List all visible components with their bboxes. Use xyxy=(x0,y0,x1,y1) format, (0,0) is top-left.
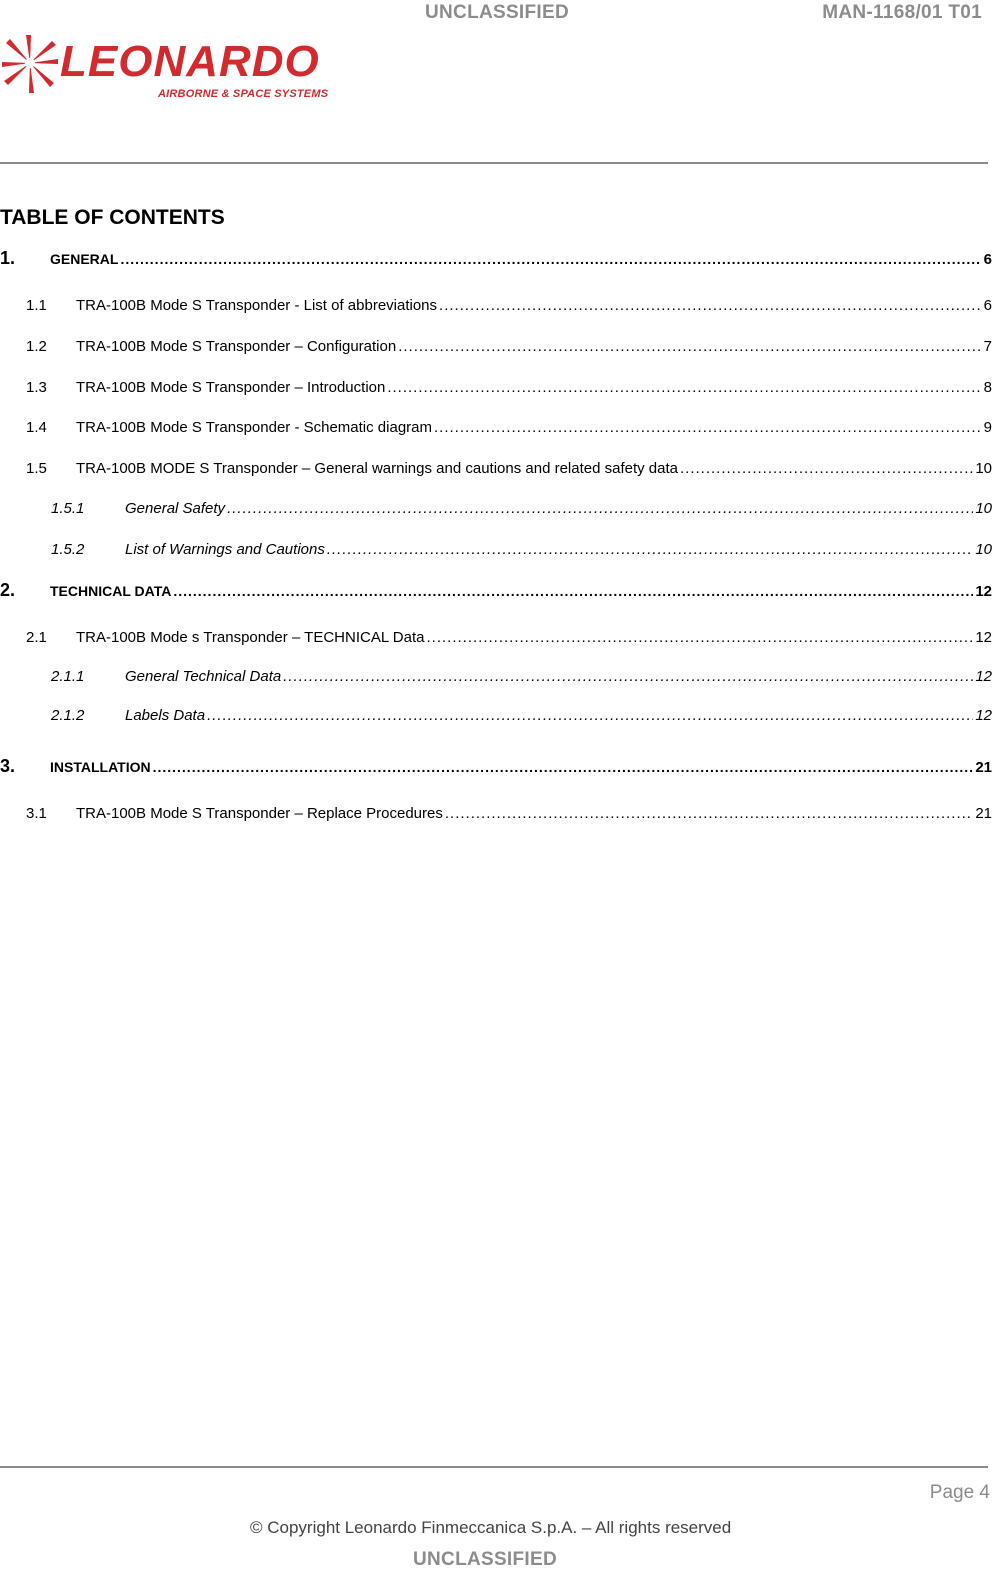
toc-entry-page: 10 xyxy=(975,500,992,517)
toc-leader-dots xyxy=(207,707,973,724)
toc-entry-title: TRA-100B Mode S Transponder – Introduction xyxy=(76,379,386,396)
toc-entry-page: 10 xyxy=(975,460,992,477)
toc-entry-1-2[interactable] xyxy=(0,338,992,355)
logo-wordmark: LEONARDO xyxy=(60,37,320,86)
toc-entry-1-3[interactable] xyxy=(0,379,992,396)
toc-entry-title: TRA-100B Mode s Transponder – TECHNICAL Data xyxy=(76,629,425,646)
toc-entry-1-5[interactable] xyxy=(0,460,992,477)
toc-entry-page: 12 xyxy=(975,707,992,724)
toc-entry-number: 1. xyxy=(0,248,16,268)
toc-entry-page: 12 xyxy=(975,583,992,600)
toc-entry-number: 1.4 xyxy=(26,419,47,436)
leonardo-helicopter-mark-icon xyxy=(0,33,60,97)
toc-entry-title: TRA-100B Mode S Transponder – Configuration xyxy=(76,338,397,355)
toc-leader-dots xyxy=(327,541,973,558)
toc-entry-page: 21 xyxy=(975,805,992,822)
toc-leader-dots xyxy=(445,805,973,822)
toc-entry-page: 9 xyxy=(983,419,992,436)
page-number: Page 4 xyxy=(929,1482,990,1503)
toc-entry-title: TRA-100B MODE S Transponder – General warnings and cautions and related safety data xyxy=(76,460,678,477)
toc-entry-title: TRA-100B Mode S Transponder – Replace Procedures xyxy=(76,805,443,822)
header-classification: UNCLASSIFIED xyxy=(425,2,569,23)
toc-entry-number: 2. xyxy=(0,580,16,600)
toc-leader-dots xyxy=(153,759,974,775)
toc-entry-title: List of Warnings and Cautions xyxy=(125,541,325,558)
toc-entry-page: 10 xyxy=(975,541,992,558)
document-number: MAN-1168/01 T01 xyxy=(822,2,982,23)
toc-entry-number: 1.5 xyxy=(26,460,47,477)
toc-entry-3-1[interactable] xyxy=(0,805,992,822)
header-divider xyxy=(0,162,988,164)
toc-entry-2-1-1[interactable] xyxy=(0,668,992,685)
toc-leader-dots xyxy=(439,297,982,314)
toc-entry-number: 1.1 xyxy=(26,297,47,314)
toc-entry-number: 3.1 xyxy=(26,805,47,822)
toc-entry-page: 21 xyxy=(975,759,992,776)
toc-leader-dots xyxy=(227,500,973,517)
toc-entry-number: 1.2 xyxy=(26,338,47,355)
toc-leader-dots xyxy=(283,668,973,685)
toc-leader-dots xyxy=(120,251,981,267)
toc-entry-1-4[interactable] xyxy=(0,419,992,436)
toc-entry-page: 8 xyxy=(983,379,992,396)
toc-entry-1-5-2[interactable] xyxy=(0,541,992,558)
toc-entry-title: TECHNICAL DATA xyxy=(50,583,172,599)
toc-leader-dots xyxy=(427,629,974,646)
toc-entry-page: 6 xyxy=(983,297,992,314)
footer-classification: UNCLASSIFIED xyxy=(413,1549,557,1570)
toc-entry-2-1-2[interactable] xyxy=(0,707,992,724)
logo-subtitle: AIRBORNE & SPACE SYSTEMS xyxy=(158,88,329,100)
toc-entry-title: General Safety xyxy=(125,500,226,517)
toc-leader-dots xyxy=(434,419,982,436)
toc-leader-dots xyxy=(173,583,973,599)
toc-entry-title: General Technical Data xyxy=(125,668,282,685)
toc-entry-number: 2.1 xyxy=(26,629,47,646)
toc-entry-title: TRA-100B Mode S Transponder - Schematic diagram xyxy=(76,419,432,436)
toc-entry-title: TRA-100B Mode S Transponder - List of abbreviations xyxy=(76,297,438,314)
toc-entry-page: 12 xyxy=(975,629,992,646)
toc-entry-1[interactable] xyxy=(0,248,992,269)
toc-entry-number: 2.1.2 xyxy=(51,707,85,724)
toc-entry-number: 1.3 xyxy=(26,379,47,396)
toc-leader-dots xyxy=(387,379,981,396)
toc-entry-title: GENERAL xyxy=(50,251,119,267)
toc-entry-number: 1.5.2 xyxy=(51,541,85,558)
toc-entry-2-1[interactable] xyxy=(0,629,992,646)
toc-entry-page: 6 xyxy=(983,251,992,268)
leonardo-logo xyxy=(0,33,330,103)
toc-entry-1-5-1[interactable] xyxy=(0,500,992,517)
toc-entry-number: 1.5.1 xyxy=(51,500,85,517)
toc-leader-dots xyxy=(398,338,981,355)
copyright-notice: © Copyright Leonardo Finmeccanica S.p.A. – All rights reserved xyxy=(250,1518,732,1537)
toc-entry-2[interactable] xyxy=(0,580,992,601)
toc-entry-3[interactable] xyxy=(0,756,992,777)
footer-divider xyxy=(0,1466,988,1468)
toc-title: TABLE OF CONTENTS xyxy=(0,206,225,229)
toc-entry-title: INSTALLATION xyxy=(50,759,151,775)
toc-entry-page: 7 xyxy=(983,338,992,355)
toc-leader-dots xyxy=(680,460,973,477)
toc-entry-number: 2.1.1 xyxy=(51,668,85,685)
toc-entry-title: Labels Data xyxy=(125,707,206,724)
toc-entry-1-1[interactable] xyxy=(0,297,992,314)
toc-entry-page: 12 xyxy=(975,668,992,685)
toc-entry-number: 3. xyxy=(0,756,16,776)
